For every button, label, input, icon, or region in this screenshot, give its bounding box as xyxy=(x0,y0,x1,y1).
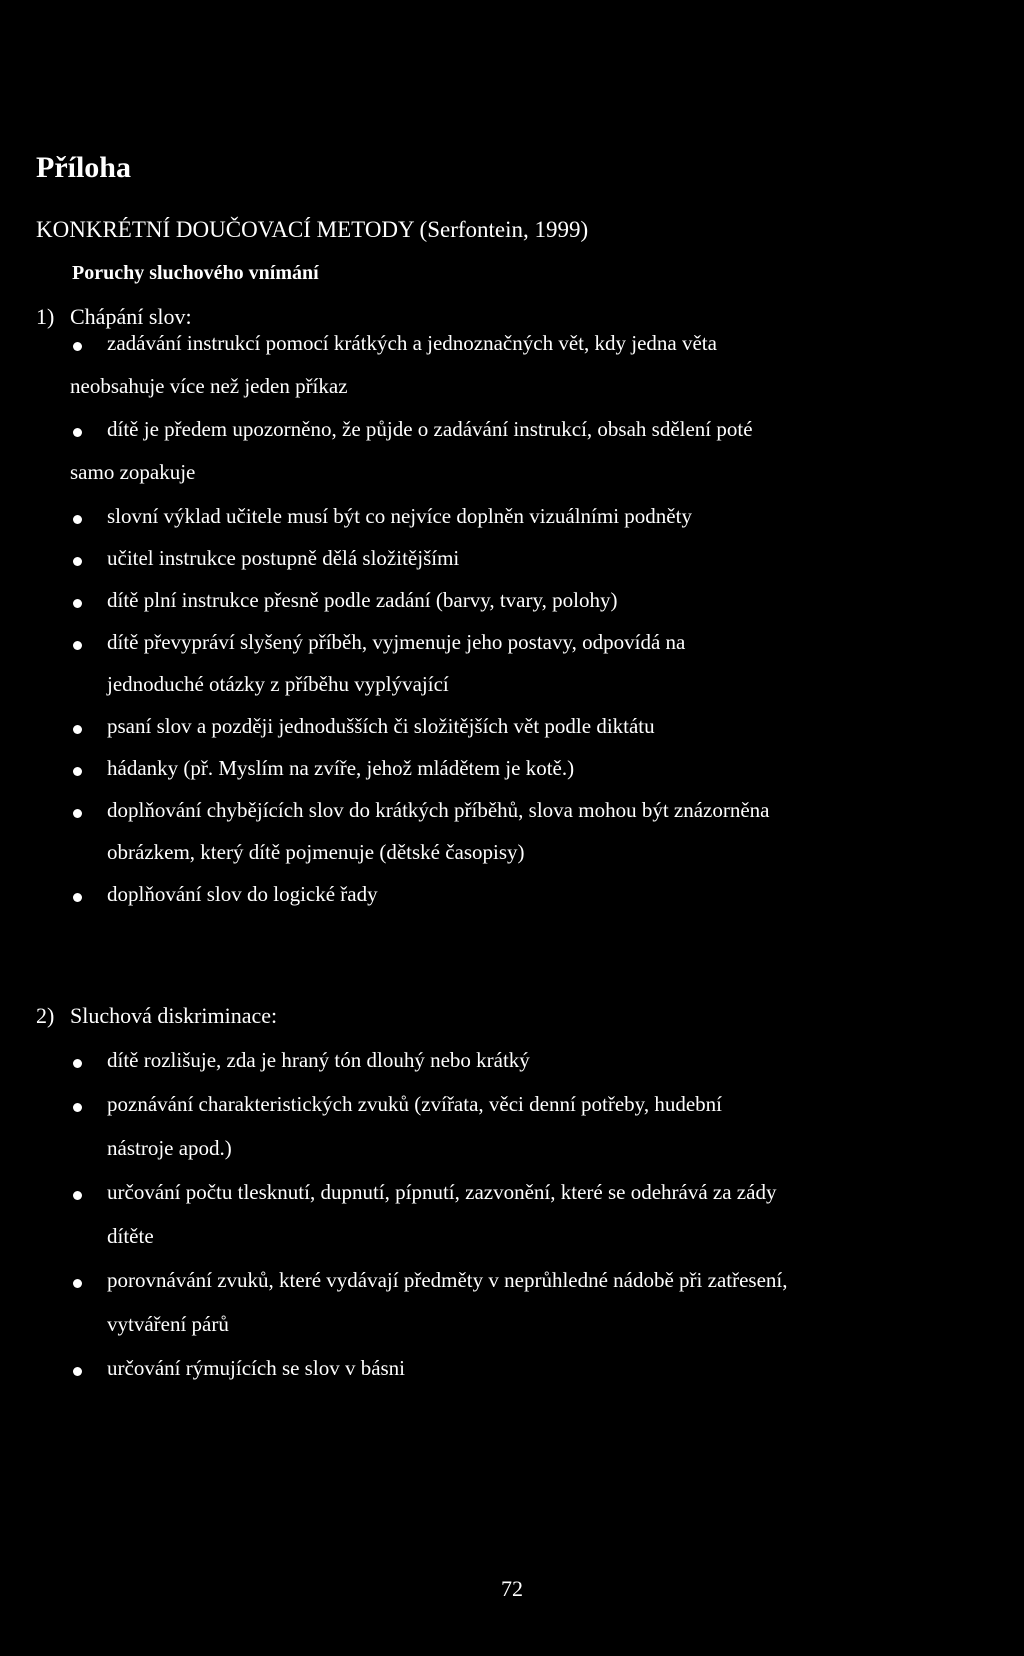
list-item-text: porovnávání zvuků, které vydávají předměty v neprůhledné nádobě při zatřesení, xyxy=(107,1268,788,1292)
bullet-icon xyxy=(73,1191,82,1200)
bullet-icon xyxy=(73,893,82,902)
section-title: Sluchová diskriminace: xyxy=(70,1003,278,1028)
bullet-icon xyxy=(73,641,82,650)
bullet-icon xyxy=(73,515,82,524)
bullet-icon xyxy=(73,428,82,437)
bullet-icon xyxy=(73,725,82,734)
list-item-continuation: obrázkem, který dítě pojmenuje (dětské časopisy) xyxy=(107,840,525,864)
list-item-text: psaní slov a později jednodušších či složitějších vět podle diktátu xyxy=(107,714,655,738)
list-item-text: dítě je předem upozorněno, že půjde o zadávání instrukcí, obsah sdělení poté xyxy=(107,417,753,441)
bullet-icon xyxy=(73,342,82,351)
list-item-continuation: samo zopakuje xyxy=(70,460,196,484)
bullet-icon xyxy=(73,599,82,608)
list-item-text: určování počtu tlesknutí, dupnutí, pípnutí, zazvonění, které se odehrává za zády xyxy=(107,1180,777,1204)
list-item-text: hádanky (př. Myslím na zvíře, jehož mládětem je kotě.) xyxy=(107,756,575,780)
list-item-text: zadávání instrukcí pomocí krátkých a jednoznačných vět, kdy jedna věta xyxy=(107,331,717,355)
list-item-text: dítě rozlišuje, zda je hraný tón dlouhý nebo krátký xyxy=(107,1048,530,1072)
bullet-icon xyxy=(73,767,82,776)
page-heading: Příloha xyxy=(36,151,131,184)
list-item-continuation: neobsahuje více než jeden příkaz xyxy=(70,374,348,398)
bullet-icon xyxy=(73,1279,82,1288)
section-number: 2) xyxy=(36,1003,55,1028)
section-2-heading xyxy=(36,1003,277,1029)
list-item-text: doplňování slov do logické řady xyxy=(107,882,378,906)
list-item-continuation: nástroje apod.) xyxy=(107,1136,232,1160)
section-number: 1) xyxy=(36,304,55,329)
page-number: 72 xyxy=(501,1576,523,1601)
bullet-icon xyxy=(73,1103,82,1112)
list-item-text: určování rýmujících se slov v básni xyxy=(107,1356,406,1380)
list-item-text: poznávání charakteristických zvuků (zvířata, věci denní potřeby, hudební xyxy=(107,1092,722,1116)
bullet-icon xyxy=(73,809,82,818)
list-item-continuation: dítěte xyxy=(107,1224,154,1248)
section-1-heading xyxy=(36,304,192,330)
bullet-icon xyxy=(73,1367,82,1376)
list-item-text: učitel instrukce postupně dělá složitějšími xyxy=(107,546,460,570)
list-item-text: dítě převypráví slyšený příběh, vyjmenuje jeho postavy, odpovídá na xyxy=(107,630,686,654)
list-item-continuation: vytváření párů xyxy=(107,1312,229,1336)
bullet-icon xyxy=(73,557,82,566)
list-item-text: slovní výklad učitele musí být co nejvíce doplněn vizuálními podněty xyxy=(107,504,692,528)
bullet-icon xyxy=(73,1059,82,1068)
section-title: Chápání slov: xyxy=(70,304,192,329)
section-subheading: Poruchy sluchového vnímání xyxy=(72,262,319,284)
list-item-text: dítě plní instrukce přesně podle zadání (barvy, tvary, polohy) xyxy=(107,588,618,612)
list-item-text: doplňování chybějících slov do krátkých příběhů, slova mohou být znázorněna xyxy=(107,798,770,822)
list-item-continuation: jednoduché otázky z příběhu vyplývající xyxy=(107,672,449,696)
document-title: KONKRÉTNÍ DOUČOVACÍ METODY (Serfontein, 1999) xyxy=(36,217,589,242)
